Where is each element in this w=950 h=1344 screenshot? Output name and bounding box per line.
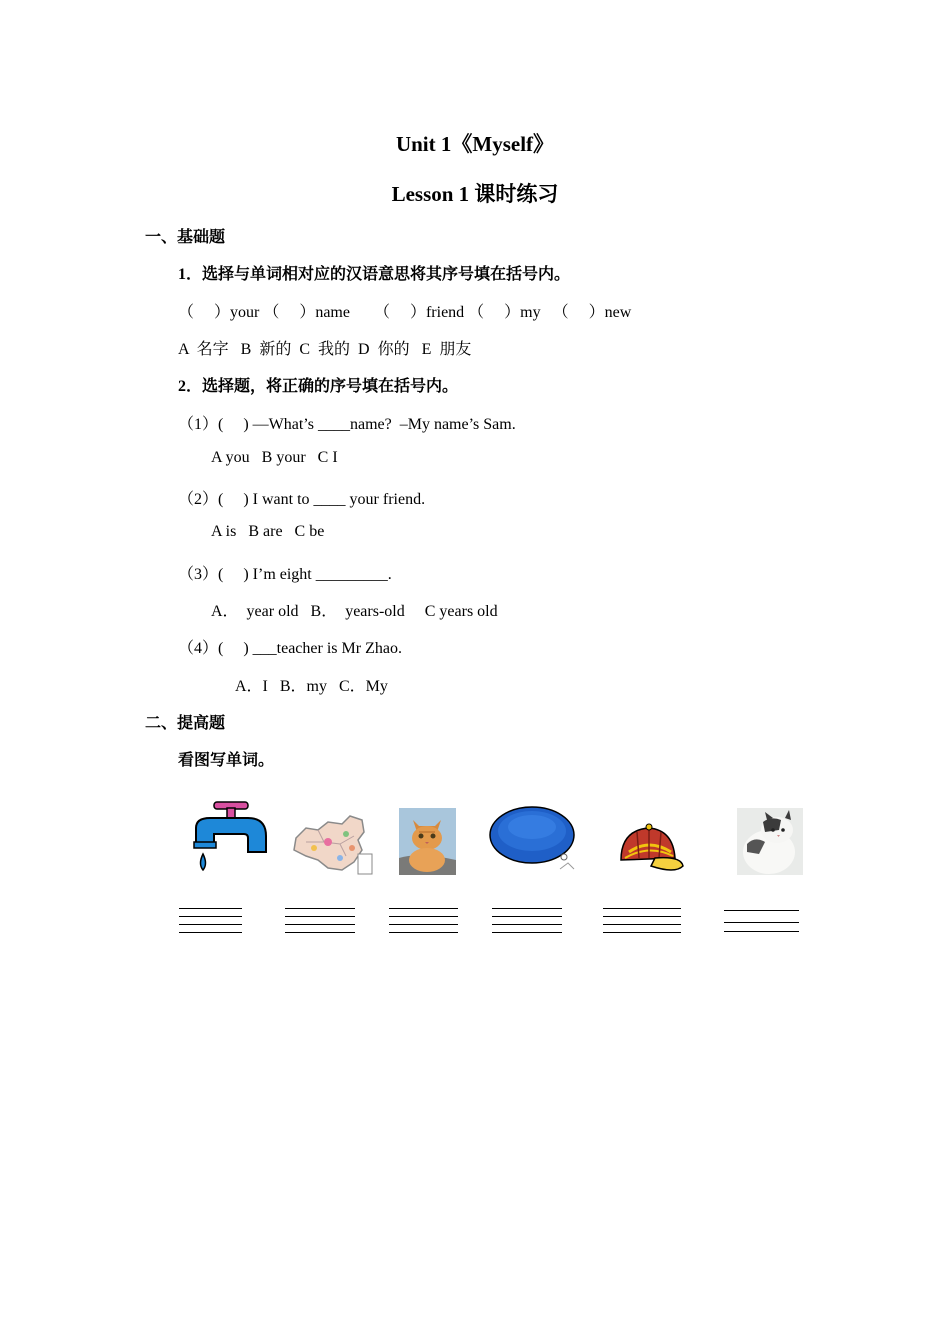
- fat-cat-icon: [737, 808, 803, 875]
- answer-lines-6[interactable]: [724, 910, 799, 939]
- q2-item-3-options: A． year old B． years-old C years old: [211, 603, 498, 620]
- answer-lines-3[interactable]: [389, 908, 458, 940]
- answer-lines-4[interactable]: [492, 908, 562, 940]
- section2-instruction: 看图写单词。: [178, 752, 275, 769]
- section2-heading: 二、提高题: [145, 715, 226, 732]
- unit-title: Unit 1《Myself》: [395, 132, 555, 156]
- q2-item-4-options: A．I B．my C．My: [235, 678, 388, 695]
- lesson-title: Lesson 1 课时练习: [391, 182, 559, 206]
- section1-heading: 一、基础题: [145, 229, 226, 246]
- q1-instruction: 1．选择与单词相对应的汉语意思将其序号填在括号内。: [178, 266, 571, 283]
- q2-item-2-question: （2）( ) I want to ____ your friend.: [178, 491, 426, 508]
- answer-lines-1[interactable]: [179, 908, 242, 940]
- china-map-icon: [288, 812, 376, 878]
- q2-item-1-question: （1）( ) —What’s ____name? –My name’s Sam.: [178, 416, 516, 433]
- q2-item-2-options: A is B are C be: [211, 523, 325, 540]
- cap-icon: [615, 822, 685, 877]
- q2-item-1-options: A you B your C I: [211, 449, 338, 466]
- q1-words-line: （ ）your （ ）name （ ）friend （ ）my （ ）new: [178, 304, 632, 321]
- faucet-icon: [190, 800, 270, 878]
- q2-instruction: 2．选择题，将正确的序号填在括号内。: [178, 378, 459, 395]
- q2-item-3-question: （3）( ) I’m eight _________.: [178, 566, 392, 583]
- answer-lines-2[interactable]: [285, 908, 355, 940]
- answer-lines-5[interactable]: [603, 908, 681, 940]
- frisbee-icon: [488, 803, 578, 875]
- cat-icon: [399, 808, 456, 875]
- q2-item-4-question: （4）( ) ___teacher is Mr Zhao.: [178, 640, 402, 657]
- q1-options-line: A 名字 B 新的 C 我的 D 你的 E 朋友: [178, 341, 472, 358]
